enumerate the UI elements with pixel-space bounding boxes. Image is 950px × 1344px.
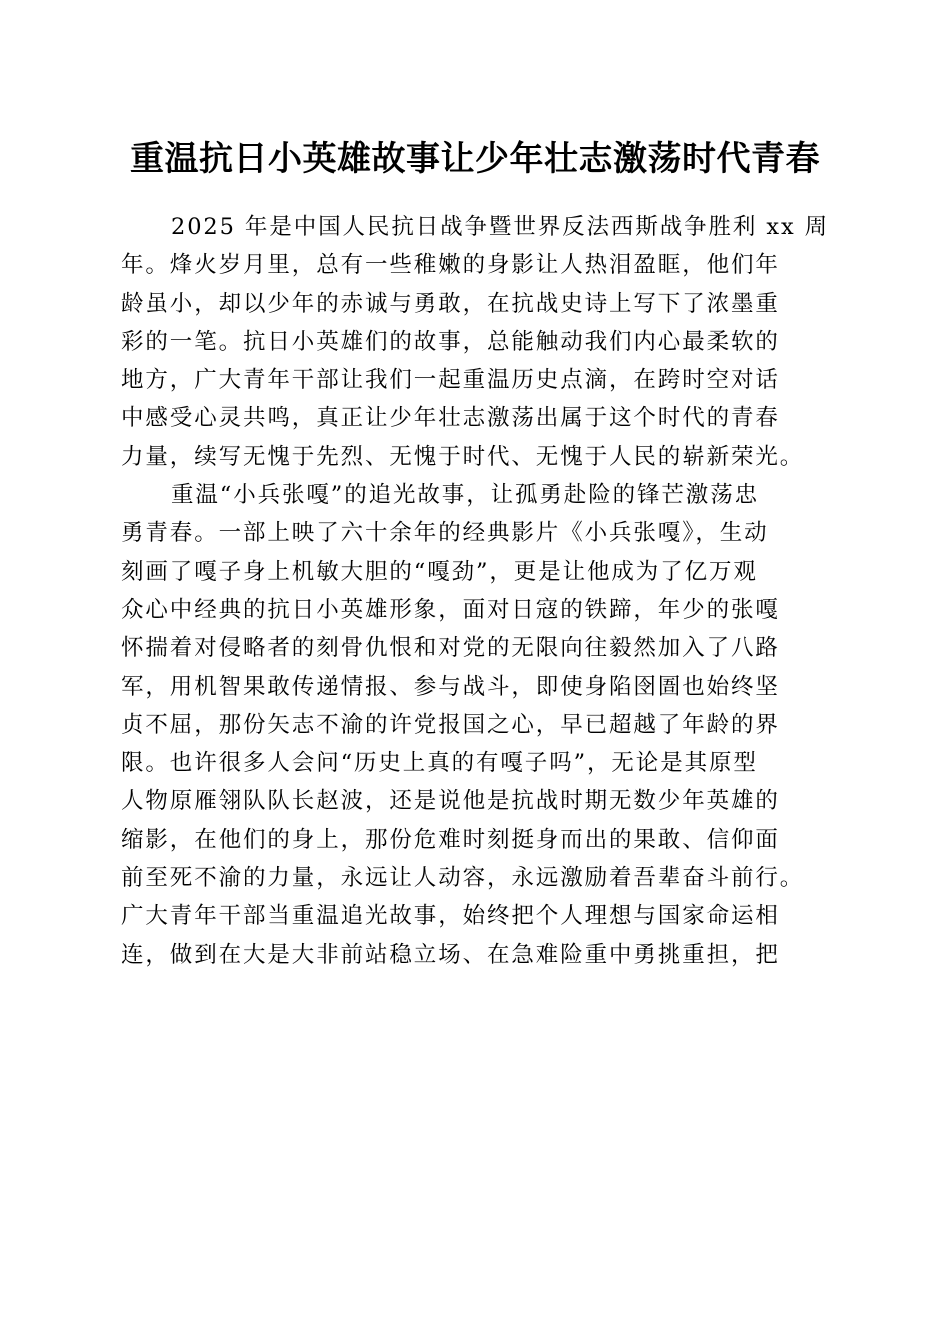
paragraph-2-line-9: 人物原雁翎队队长赵波，还是说他是抗战时期无数少年英雄的 xyxy=(121,788,780,815)
document-body xyxy=(121,208,829,974)
paragraph-2-line-1: 重温“小兵张嘎”的追光故事，让孤勇赴险的锋芒激荡忠 xyxy=(171,482,760,509)
paragraph-2-line-5: 怀揣着对侵略者的刻骨仇恨和对党的无限向往毅然加入了八路 xyxy=(121,635,780,662)
paragraph-2-line-13: 连，做到在大是大非前站稳立场、在急难险重中勇挑重担，把 xyxy=(121,941,780,968)
paragraph-2-line-10: 缩影，在他们的身上，那份危难时刻挺身而出的果敢、信仰面 xyxy=(121,826,780,853)
paragraph-2-line-7: 贞不屈，那份矢志不渝的许党报国之心，早已超越了年龄的界 xyxy=(121,711,780,738)
paragraph-2-line-11: 前至死不渝的力量，永远让人动容，永远激励着吾辈奋斗前行。 xyxy=(121,865,805,892)
paragraph-2-line-12: 广大青年干部当重温追光故事，始终把个人理想与国家命运相 xyxy=(121,903,780,930)
paragraph-2-line-8: 限。也许很多人会问“历史上真的有嘎子吗”，无论是其原型 xyxy=(121,750,758,777)
paragraph-1-line-7: 力量，续写无愧于先烈、无愧于时代、无愧于人民的崭新荣光。 xyxy=(121,443,805,470)
paragraph-1-line-2: 年。烽火岁月里，总有一些稚嫩的身影让人热泪盈眶，他们年 xyxy=(121,252,780,279)
paragraph-1-line-3: 龄虽小，却以少年的赤诚与勇敢，在抗战史诗上写下了浓墨重 xyxy=(121,290,780,317)
paragraph-1-line-4: 彩的一笔。抗日小英雄们的故事，总能触动我们内心最柔软的 xyxy=(121,328,780,355)
paragraph-2-line-4: 众心中经典的抗日小英雄形象，面对日寇的铁蹄，年少的张嘎 xyxy=(121,596,780,623)
paragraph-1-line-1: 2025 年是中国人民抗日战争暨世界反法西斯战争胜利 xx 周 xyxy=(171,214,829,240)
paragraph-2-line-2: 勇青春。一部上映了六十余年的经典影片《小兵张嘎》，生动 xyxy=(121,520,769,547)
paragraph-1-line-5: 地方，广大青年干部让我们一起重温历史点滴，在跨时空对话 xyxy=(121,367,780,394)
paragraph-2-line-6: 军，用机智果敢传递情报、参与战斗，即使身陷囹圄也始终坚 xyxy=(121,673,780,700)
paragraph-2-line-3: 刻画了嘎子身上机敏大胆的“嘎劲”，更是让他成为了亿万观 xyxy=(121,558,758,585)
paragraph-1-line-6: 中感受心灵共鸣，真正让少年壮志激荡出属于这个时代的青春 xyxy=(121,405,780,432)
document-title: 重温抗日小英雄故事让少年壮志激荡时代青春 xyxy=(130,139,820,179)
